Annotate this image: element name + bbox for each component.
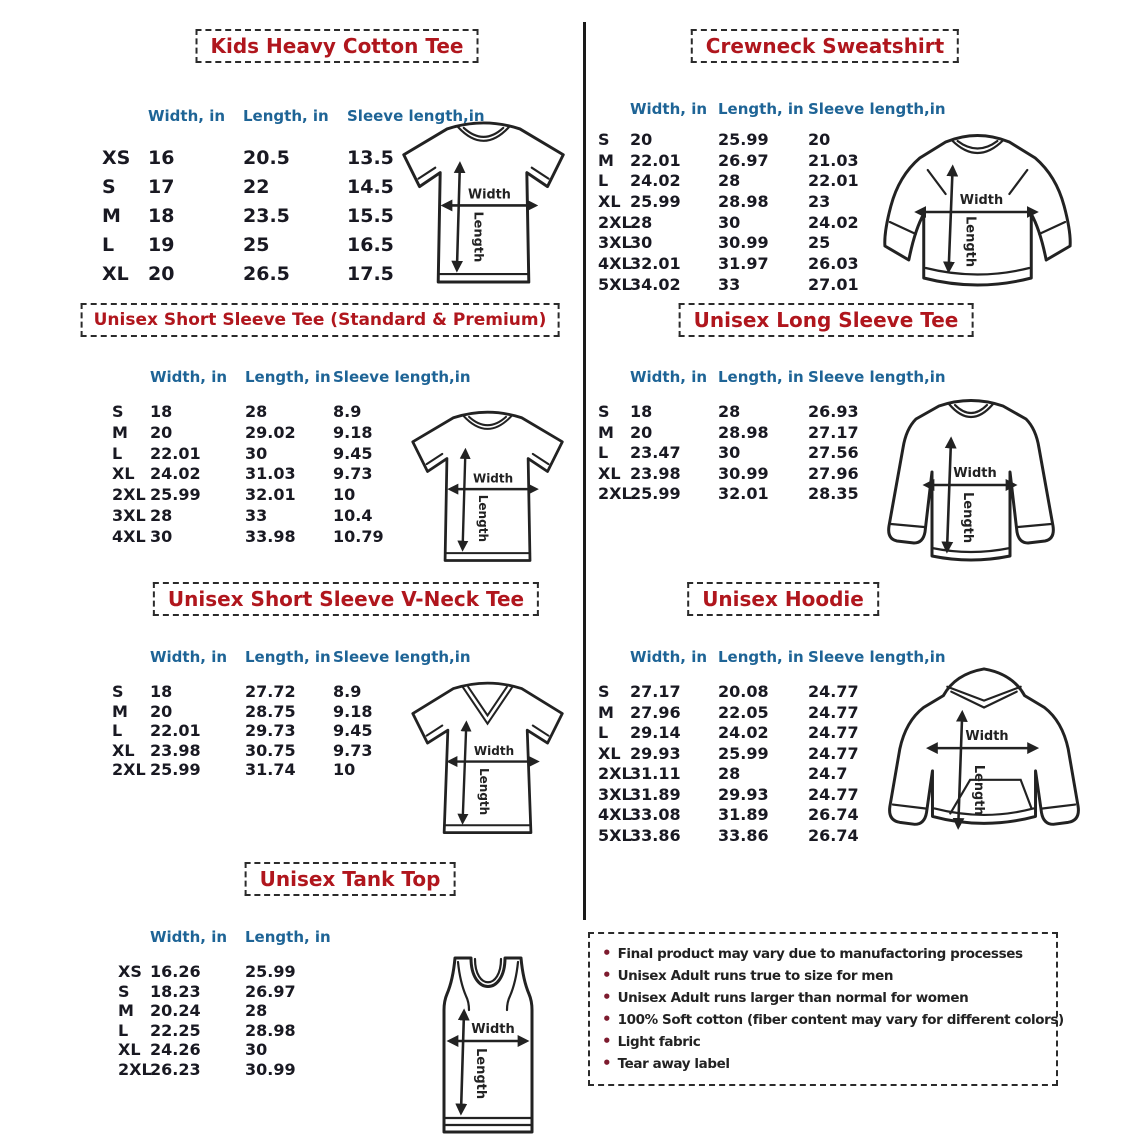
cell-value: 22.25 <box>150 1020 201 1040</box>
note-item <box>602 1009 1064 1031</box>
size-label: S <box>102 176 116 198</box>
cell-value: 25.99 <box>150 485 201 505</box>
table-tank-top <box>118 912 350 1080</box>
size-label: S <box>598 130 610 149</box>
cell-value: 9.45 <box>333 721 373 741</box>
size-label: 2XL <box>598 484 632 504</box>
cell-value: 28.98 <box>718 192 769 212</box>
cell-value: 33.86 <box>718 825 769 845</box>
cell-value: 10 <box>333 760 356 780</box>
cell-value: 26.74 <box>808 805 859 824</box>
cell-value: 9.73 <box>333 740 373 760</box>
cell-value: 32.01 <box>718 484 769 504</box>
section-title-text: Unisex Hoodie <box>702 587 864 611</box>
column-header: Length, in <box>718 647 804 666</box>
cell-value: 20 <box>150 701 173 721</box>
cell-value: 30 <box>150 526 173 546</box>
cell-value: 10.79 <box>333 526 384 546</box>
width-label: Width <box>471 1022 515 1037</box>
cell-value: 31.97 <box>718 254 769 274</box>
size-label: XL <box>598 743 621 763</box>
cell-value: 14.5 <box>347 176 394 198</box>
section-title-text: Unisex Tank Top <box>259 867 441 891</box>
cell-value: 27.72 <box>245 682 296 701</box>
cell-value: 30 <box>245 443 268 463</box>
cell-value: 30.99 <box>718 233 769 253</box>
cell-value: 19 <box>148 234 175 256</box>
size-label: 5XL <box>598 274 632 294</box>
bullet-icon: • <box>602 1010 612 1028</box>
cell-value: 20 <box>808 130 831 149</box>
crewneck-illustration <box>866 120 1090 298</box>
cell-value: 28 <box>150 505 173 525</box>
table-vneck-tee <box>112 632 471 780</box>
cell-value: 22.01 <box>150 443 201 463</box>
cell-value: 28 <box>245 1001 268 1021</box>
column-header: Width, in <box>148 106 226 125</box>
cell-value: 30.99 <box>245 1059 296 1079</box>
section-title-kids-tee <box>196 29 479 63</box>
bullet-icon: • <box>602 944 612 962</box>
cell-value: 18.23 <box>150 981 201 1001</box>
size-label: M <box>118 1001 134 1021</box>
cell-value: 29.02 <box>245 422 296 442</box>
bullet-icon: • <box>602 1032 612 1050</box>
cell-value: 24.02 <box>718 723 769 742</box>
size-label: 4XL <box>598 254 632 274</box>
cell-value: 10.4 <box>333 505 373 525</box>
size-label: 2XL <box>112 760 146 780</box>
note-text: Unisex Adult runs larger than normal for women <box>617 990 969 1006</box>
width-label: Width <box>467 187 511 203</box>
cell-value: 26.97 <box>245 981 296 1001</box>
cell-value: 10 <box>333 485 356 505</box>
cell-value: 8.9 <box>333 402 362 421</box>
cell-value: 25.99 <box>718 130 769 149</box>
note-item <box>602 987 1044 1009</box>
column-header: Length, in <box>245 647 331 666</box>
cell-value: 25.99 <box>630 192 681 212</box>
section-title-text: Unisex Short Sleeve V-Neck Tee <box>167 587 525 611</box>
cell-value: 22.01 <box>808 171 859 191</box>
cell-value: 27.17 <box>630 682 681 701</box>
column-header: Sleeve length,in <box>333 367 471 386</box>
note-item <box>602 1053 1044 1075</box>
cell-value: 16.5 <box>347 234 394 256</box>
size-label: 3XL <box>112 505 146 525</box>
cell-value: 25.99 <box>630 484 681 504</box>
cell-value: 18 <box>150 682 173 701</box>
section-title-text: Crewneck Sweatshirt <box>705 34 945 58</box>
cell-value: 29.73 <box>245 721 296 741</box>
column-header: Width, in <box>150 367 228 386</box>
size-label: XL <box>598 463 621 483</box>
width-label: Width <box>472 471 514 486</box>
cell-value: 24.02 <box>630 171 681 191</box>
section-title-text: Unisex Short Sleeve Tee (Standard & Premium) <box>93 310 547 330</box>
cell-value: 23.5 <box>243 205 290 227</box>
size-label: L <box>598 723 609 742</box>
cell-value: 24.77 <box>808 702 859 722</box>
cell-value: 28 <box>718 764 741 783</box>
cell-value: 9.18 <box>333 701 373 721</box>
cell-value: 25.99 <box>245 962 296 981</box>
section-title-hoodie <box>687 582 879 616</box>
column-header: Length, in <box>718 367 804 386</box>
size-label: S <box>598 682 610 701</box>
cell-value: 29.93 <box>630 743 681 763</box>
cell-value: 25 <box>808 233 831 253</box>
size-label: 2XL <box>112 485 146 505</box>
section-title-long-sleeve-tee <box>679 303 974 337</box>
cell-value: 31.89 <box>630 784 681 804</box>
cell-value: 24.02 <box>808 212 859 232</box>
note-text: Final product may vary due to manufactoring processes <box>617 946 1023 962</box>
table-corner <box>102 88 148 144</box>
column-header: Length, in <box>718 99 804 118</box>
cell-value: 24.77 <box>808 723 859 742</box>
column-header: Length, in <box>245 367 331 386</box>
column-header: Length, in <box>245 927 331 946</box>
cell-value: 29.93 <box>718 784 769 804</box>
cell-value: 28.75 <box>245 701 296 721</box>
size-label: XL <box>102 263 129 285</box>
table-corner <box>118 912 150 962</box>
cell-value: 22.01 <box>630 150 681 170</box>
table-hoodie <box>598 632 946 846</box>
section-title-text: Unisex Long Sleeve Tee <box>693 308 959 332</box>
tank-top-illustration <box>413 948 563 1140</box>
length-label: Length <box>470 211 486 263</box>
cell-value: 24.77 <box>808 784 859 804</box>
cell-value: 31.74 <box>245 760 296 780</box>
size-label: L <box>118 1020 129 1040</box>
size-label: XL <box>112 740 135 760</box>
cell-value: 30.75 <box>245 740 296 760</box>
length-label: Length <box>477 768 492 816</box>
cell-value: 30 <box>245 1040 268 1060</box>
cell-value: 33.86 <box>630 825 681 845</box>
cell-value: 18 <box>148 205 175 227</box>
width-label: Width <box>965 729 1009 745</box>
cell-value: 20 <box>148 263 175 285</box>
table-corner <box>598 632 630 682</box>
cell-value: 17.5 <box>347 263 394 285</box>
cell-value: 25.99 <box>718 743 769 763</box>
length-label: Length <box>960 492 975 544</box>
column-header: Width, in <box>150 927 228 946</box>
cell-value: 30 <box>718 443 741 463</box>
size-label: S <box>112 402 124 421</box>
cell-value: 33.98 <box>245 526 296 546</box>
width-label: Width <box>953 466 997 481</box>
size-label: 4XL <box>598 805 632 824</box>
cell-value: 22 <box>243 176 270 198</box>
section-title-vneck-tee <box>153 582 539 616</box>
cell-value: 23.98 <box>630 463 681 483</box>
cell-value: 17 <box>148 176 175 198</box>
cell-value: 26.03 <box>808 254 859 274</box>
table-long-sleeve-tee <box>598 352 946 505</box>
size-label: M <box>112 422 128 442</box>
cell-value: 31.11 <box>630 764 681 783</box>
bullet-icon: • <box>602 1054 612 1072</box>
size-label: XL <box>598 192 621 212</box>
cell-value: 24.7 <box>808 764 848 783</box>
size-label: 3XL <box>598 233 632 253</box>
cell-value: 24.02 <box>150 464 201 484</box>
cell-value: 27.17 <box>808 422 859 442</box>
cell-value: 20.5 <box>243 147 290 169</box>
section-title-tank-top <box>245 862 456 896</box>
cell-value: 8.9 <box>333 682 362 701</box>
size-label: XS <box>102 147 131 169</box>
cell-value: 28 <box>245 402 268 421</box>
cell-value: 30 <box>718 212 741 232</box>
cell-value: 30.99 <box>718 463 769 483</box>
size-label: M <box>598 702 614 722</box>
cell-value: 28.98 <box>718 422 769 442</box>
size-label: L <box>598 443 609 463</box>
section-title-short-sleeve-tee <box>81 303 560 337</box>
length-label: Length <box>476 494 491 543</box>
column-header: Length, in <box>243 106 329 125</box>
cell-value: 25 <box>243 234 270 256</box>
cell-value: 26.97 <box>718 150 769 170</box>
length-label: Length <box>971 764 987 816</box>
cell-value: 28 <box>630 212 653 232</box>
cell-value: 18 <box>630 402 653 421</box>
bullet-icon: • <box>602 988 612 1006</box>
size-label: XL <box>112 464 135 484</box>
cell-value: 29.14 <box>630 723 681 742</box>
length-label: Length <box>473 1048 488 1100</box>
note-item <box>602 1031 1044 1053</box>
column-divider <box>583 22 586 920</box>
hoodie-illustration <box>876 660 1092 856</box>
size-label: L <box>112 721 123 741</box>
cell-value: 33 <box>718 274 741 294</box>
section-title-text: Kids Heavy Cotton Tee <box>210 34 464 58</box>
cell-value: 21.03 <box>808 150 859 170</box>
size-label: XL <box>118 1040 141 1060</box>
table-short-sleeve-tee <box>112 352 471 548</box>
table-corner <box>112 632 150 682</box>
kids-tee-illustration <box>388 112 580 289</box>
cell-value: 28 <box>718 402 741 421</box>
cell-value: 27.01 <box>808 274 859 294</box>
size-label: S <box>118 981 130 1001</box>
cell-value: 23.47 <box>630 443 681 463</box>
cell-value: 28 <box>718 171 741 191</box>
cell-value: 22.05 <box>718 702 769 722</box>
note-text: Unisex Adult runs true to size for men <box>617 968 894 984</box>
cell-value: 31.03 <box>245 464 296 484</box>
cell-value: 30 <box>630 233 653 253</box>
note-text: 100% Soft cotton (fiber content may vary for different colors) <box>617 1012 1064 1028</box>
cell-value: 33.08 <box>630 805 681 824</box>
size-label: 4XL <box>112 526 146 546</box>
tank-outline <box>444 958 532 1132</box>
cell-value: 23 <box>808 192 831 212</box>
note-text: Light fabric <box>617 1034 701 1050</box>
cell-value: 9.18 <box>333 422 373 442</box>
size-label: M <box>112 701 128 721</box>
table-corner <box>598 88 630 130</box>
column-header: Sleeve length,in <box>808 367 946 386</box>
cell-value: 9.73 <box>333 464 373 484</box>
size-label: M <box>102 205 121 227</box>
cell-value: 20 <box>630 130 653 149</box>
cell-value: 20.08 <box>718 682 769 701</box>
vneck-tee-illustration <box>398 672 578 840</box>
size-label: L <box>598 171 609 191</box>
size-label: 2XL <box>598 212 632 232</box>
length-label: Length <box>962 216 978 268</box>
long-sleeve-tee-illustration <box>863 388 1083 570</box>
column-header: Sleeve length,in <box>808 647 946 666</box>
column-header: Width, in <box>630 647 708 666</box>
column-header: Width, in <box>150 647 228 666</box>
cell-value: 18 <box>150 402 173 421</box>
size-label: 5XL <box>598 825 632 845</box>
cell-value: 28.35 <box>808 484 859 504</box>
note-item <box>602 943 1044 965</box>
cell-value: 20 <box>150 422 173 442</box>
size-label: S <box>112 682 124 701</box>
cell-value: 13.5 <box>347 147 394 169</box>
bullet-icon: • <box>602 966 612 984</box>
table-corner <box>598 352 630 402</box>
cell-value: 26.93 <box>808 402 859 421</box>
table-crewneck <box>598 88 946 296</box>
cell-value: 26.74 <box>808 825 859 845</box>
cell-value: 20 <box>630 422 653 442</box>
cell-value: 31.89 <box>718 805 769 824</box>
size-label: 2XL <box>598 764 632 783</box>
cell-value: 27.96 <box>808 463 859 483</box>
cell-value: 22.01 <box>150 721 201 741</box>
column-header: Width, in <box>630 367 708 386</box>
column-header: Width, in <box>630 99 708 118</box>
cell-value: 28.98 <box>245 1020 296 1040</box>
table-corner <box>112 352 150 402</box>
cell-value: 27.96 <box>630 702 681 722</box>
cell-value: 9.45 <box>333 443 373 463</box>
column-header: Sleeve length,in <box>808 99 946 118</box>
cell-value: 27.56 <box>808 443 859 463</box>
size-label: XS <box>118 962 142 981</box>
cell-value: 20.24 <box>150 1001 201 1021</box>
size-label: M <box>598 422 614 442</box>
table-kids-tee <box>102 88 485 289</box>
cell-value: 33 <box>245 505 268 525</box>
size-label: 3XL <box>598 784 632 804</box>
cell-value: 24.77 <box>808 682 859 701</box>
size-label: L <box>102 234 115 256</box>
note-item <box>602 965 1044 987</box>
cell-value: 15.5 <box>347 205 394 227</box>
cell-value: 16.26 <box>150 962 201 981</box>
width-label: Width <box>473 744 515 759</box>
cell-value: 24.77 <box>808 743 859 763</box>
size-label: L <box>112 443 123 463</box>
size-label: S <box>598 402 610 421</box>
section-title-crewneck <box>691 29 959 63</box>
size-label: 2XL <box>118 1059 152 1079</box>
cell-value: 32.01 <box>245 485 296 505</box>
cell-value: 32.01 <box>630 254 681 274</box>
notes-box <box>588 932 1064 1086</box>
column-header: Sleeve length,in <box>333 647 471 666</box>
column-header: Sleeve length,in <box>347 106 485 125</box>
short-sleeve-tee-illustration <box>398 402 578 567</box>
cell-value: 24.26 <box>150 1040 201 1060</box>
cell-value: 26.23 <box>150 1059 201 1079</box>
cell-value: 23.98 <box>150 740 201 760</box>
cell-value: 25.99 <box>150 760 201 780</box>
note-text: Tear away label <box>617 1056 730 1072</box>
cell-value: 16 <box>148 147 175 169</box>
cell-value: 26.5 <box>243 263 290 285</box>
width-label: Width <box>959 192 1004 209</box>
size-label: M <box>598 150 614 170</box>
cell-value: 34.02 <box>630 274 681 294</box>
